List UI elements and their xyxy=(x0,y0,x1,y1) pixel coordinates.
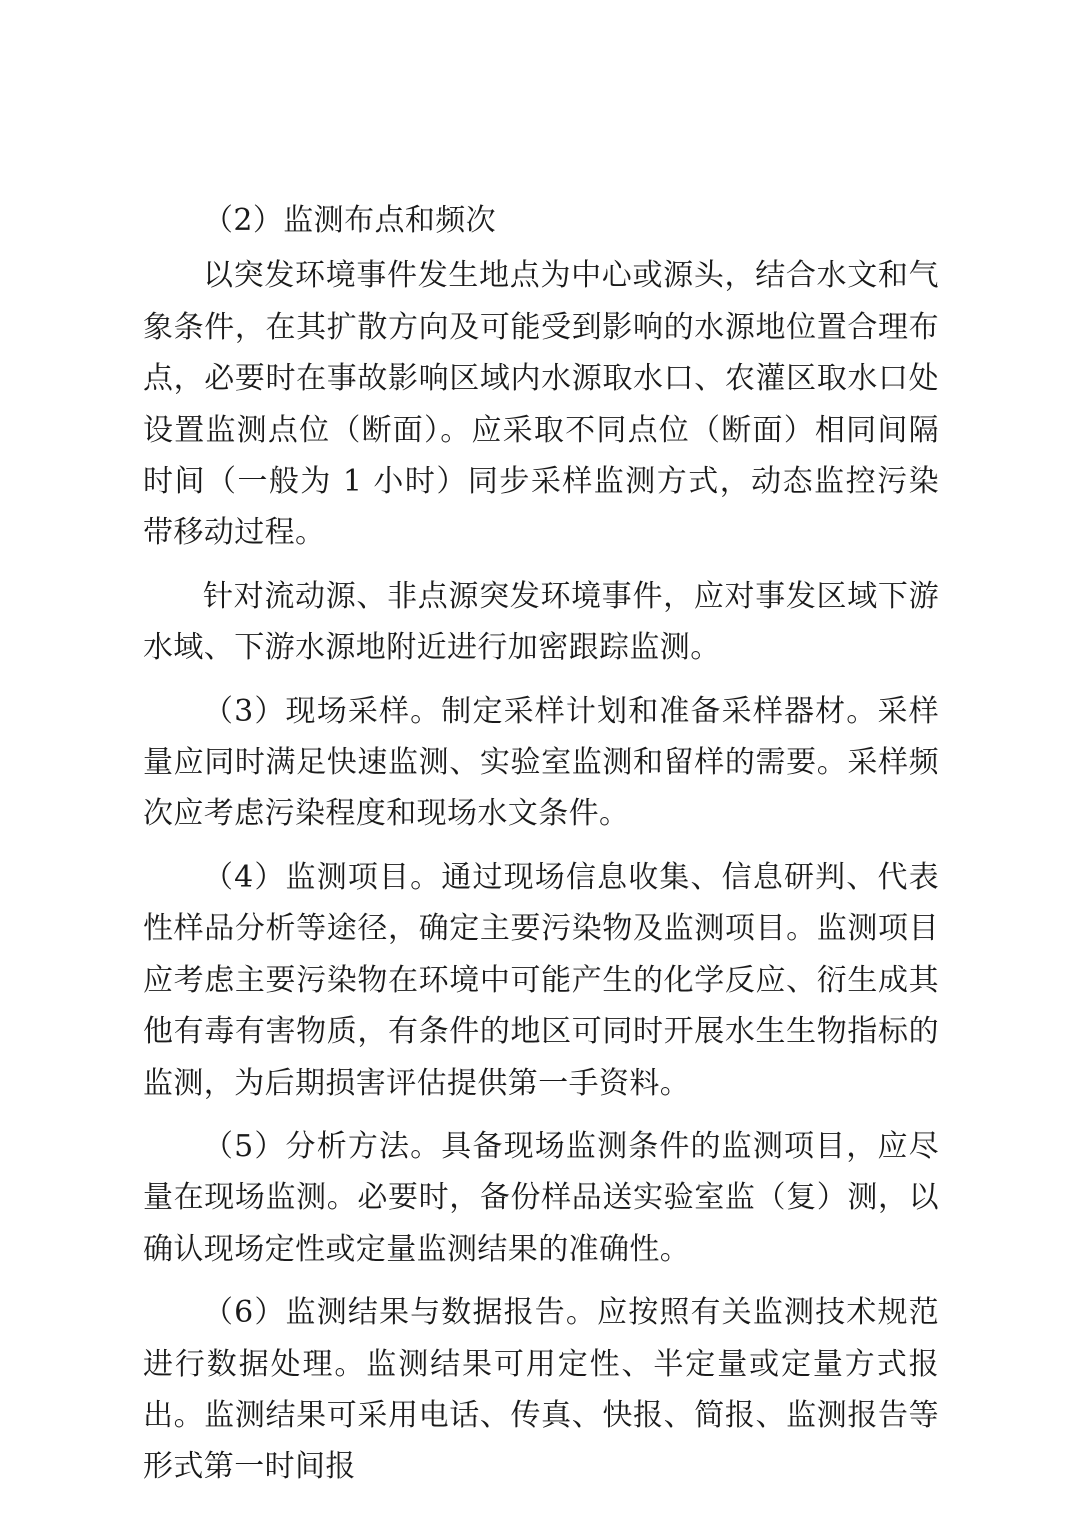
paragraph-analysis-methods: （5）分析方法。具备现场监测条件的监测项目，应尽量在现场监测。必要时，备份样品送实验室监（复）测，以确认现场定性或定量监测结果的准确性。 xyxy=(143,1128,939,1267)
section-heading-monitoring-points: （2）监测布点和频次 xyxy=(203,203,497,238)
paragraph-monitoring-points: 以突发环境事件发生地点为中心或源头，结合水文和气象条件，在其扩散方向及可能受到影响的水源地位置合理布点，必要时在事故影响区域内水源取水口、农灌区取水口处设置监测点位（断面）。应采取不同点位（断面）相同间隔时间（一般为 1 小时）同步采样监测方式，动态监控污染带移动过程。 xyxy=(143,258,939,551)
paragraph-monitoring-items: （4）监测项目。通过现场信息收集、信息研判、代表性样品分析等途径，确定主要污染物及监测项目。监测项目应考虑主要污染物在环境中可能产生的化学反应、衍生成其他有毒有害物质，有条件的地区可同时开展水生生物指标的监测，为后期损害评估提供第一手资料。 xyxy=(143,859,939,1101)
paragraph-mobile-sources: 针对流动源、非点源突发环境事件，应对事发区域下游水域、下游水源地附近进行加密跟踪监测。 xyxy=(143,578,939,666)
document-page xyxy=(143,195,939,1493)
paragraph-results-reporting: （6）监测结果与数据报告。应按照有关监测技术规范进行数据处理。监测结果可用定性、半定量或定量方式报出。监测结果可采用电话、传真、快报、简报、监测报告等形式第一时间报 xyxy=(143,1295,939,1485)
paragraph-field-sampling: （3）现场采样。制定采样计划和准备采样器材。采样量应同时满足快速监测、实验室监测和留样的需要。采样频次应考虑污染程度和现场水文条件。 xyxy=(143,693,939,832)
